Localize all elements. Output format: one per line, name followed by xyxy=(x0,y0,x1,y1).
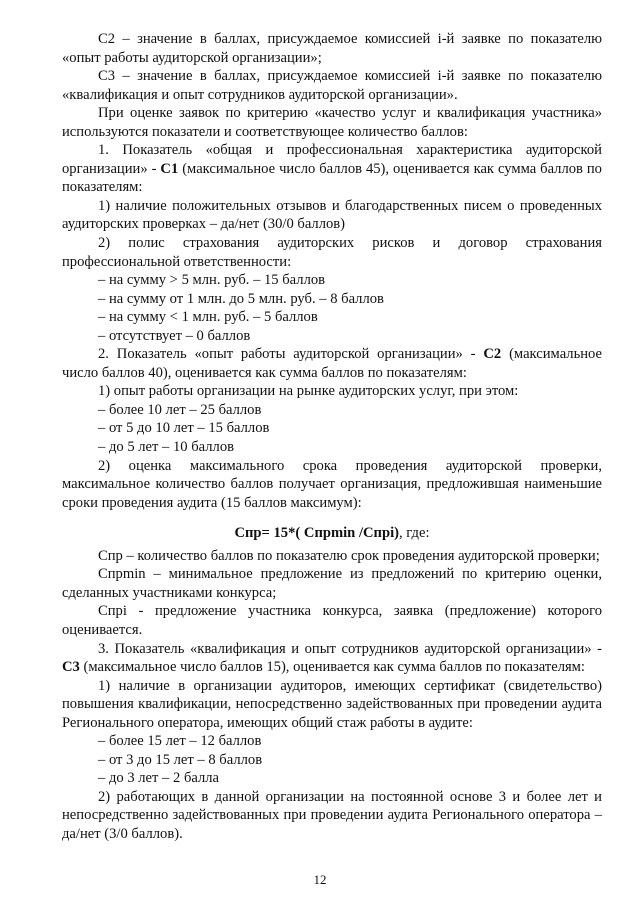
indicator-2-code: С2 xyxy=(483,346,502,363)
indicator-3-text-b: (максимальное число баллов 15), оценивается как сумма баллов по показателям: xyxy=(79,659,585,676)
indicator-1-item-2: 2) полис страхования аудиторских рисков и договор страхования профессиональной ответственности: xyxy=(62,235,602,270)
criterion-intro: При оценке заявок по критерию «качество услуг и квалификация участника» используются показатели и соответствующее количество баллов: xyxy=(62,105,602,140)
experience-option-2: – от 5 до 10 лет – 15 баллов xyxy=(98,420,270,437)
document-page xyxy=(62,30,602,844)
indicator-1-text-b: (максимальное число баллов 45), оценивается как сумма баллов по показателям: xyxy=(62,160,602,196)
page-number: 12 xyxy=(313,872,327,887)
indicator-3-code: С3 xyxy=(62,659,80,676)
experience-option-3: – до 5 лет – 10 баллов xyxy=(98,439,235,456)
indicator-1-code: С1 xyxy=(160,160,179,177)
indicator-2-item-1: 1) опыт работы организации на рынке аудиторских услуг, при этом: xyxy=(98,383,519,400)
indicator-3-text-a: 3. Показатель «квалификация и опыт сотрудников аудиторской организации» - xyxy=(98,640,602,657)
indicator-1 xyxy=(62,141,602,197)
indicator-3-item-2: 2) работающих в данной организации на постоянной основе 3 и более лет и непосредственно задействованных при проведении аудита Регионального оператора – да/нет (3/0 баллов). xyxy=(62,788,602,842)
indicator-1-item-1: 1) наличие положительных отзывов и благодарственных писем о проведенных аудиторских проверках – да/нет (30/0 баллов) xyxy=(62,197,602,233)
insurance-option-4: – отсутствует – 0 баллов xyxy=(98,327,251,344)
stazh-option-1: – более 15 лет – 12 баллов xyxy=(98,733,262,750)
indicator-2 xyxy=(62,345,602,382)
indicator-2-text-a: 2. Показатель «опыт работы аудиторской организации» - xyxy=(98,346,484,363)
spr-definition: Спр – количество баллов по показателю срок проведения аудиторской проверки; xyxy=(98,547,600,564)
indicator-3 xyxy=(62,640,602,677)
indicator-1-text-a: 1. Показатель «общая и профессиональная характеристика аудиторской организации» - xyxy=(62,142,602,177)
sprmin-definition: Спрmin – минимальное предложение из предложений по критерию оценки, сделанных участниками конкурса; xyxy=(62,566,602,601)
stazh-option-3: – до 3 лет – 2 балла xyxy=(98,770,220,787)
experience-option-1: – более 10 лет – 25 баллов xyxy=(98,401,262,418)
c2-definition: С2 – значение в баллах, присуждаемое комиссией i-й заявке по показателю «опыт работы аудиторской организации»; xyxy=(62,31,602,66)
insurance-option-2: – на сумму от 1 млн. до 5 млн. руб. – 8 баллов xyxy=(98,290,384,307)
formula-expression: Спр= 15*( Спрmin /Спрi) xyxy=(234,525,399,542)
spri-definition: Спрi - предложение участника конкурса, заявка (предложение) которого оценивается. xyxy=(62,603,602,638)
c3-definition: С3 – значение в баллах, присуждаемое комиссией i-й заявке по показателю «квалификация и опыт сотрудников аудиторской организации». xyxy=(62,68,602,103)
formula-suffix: , где: xyxy=(399,525,430,542)
indicator-3-item-1: 1) наличие в организации аудиторов, имеющих сертификат (свидетельство) повышения квалификации, непосредственно задействованных при проведении аудита Регионального оператора, имеющих общий стаж работы в аудите: xyxy=(62,677,602,731)
insurance-option-1: – на сумму > 5 млн. руб. – 15 баллов xyxy=(98,272,326,289)
formula xyxy=(62,524,602,543)
indicator-2-text-b: (максимальное число баллов 40), оценивается как сумма баллов по показателям: xyxy=(62,346,602,381)
stazh-option-2: – от 3 до 15 лет – 8 баллов xyxy=(98,751,263,768)
indicator-2-item-2: 2) оценка максимального срока проведения аудиторской проверки, максимальное количество баллов получает организация, предложившая наименьшие сроки проведения аудита (15 баллов максимум): xyxy=(62,457,602,511)
insurance-option-3: – на сумму < 1 млн. руб. – 5 баллов xyxy=(98,309,318,326)
